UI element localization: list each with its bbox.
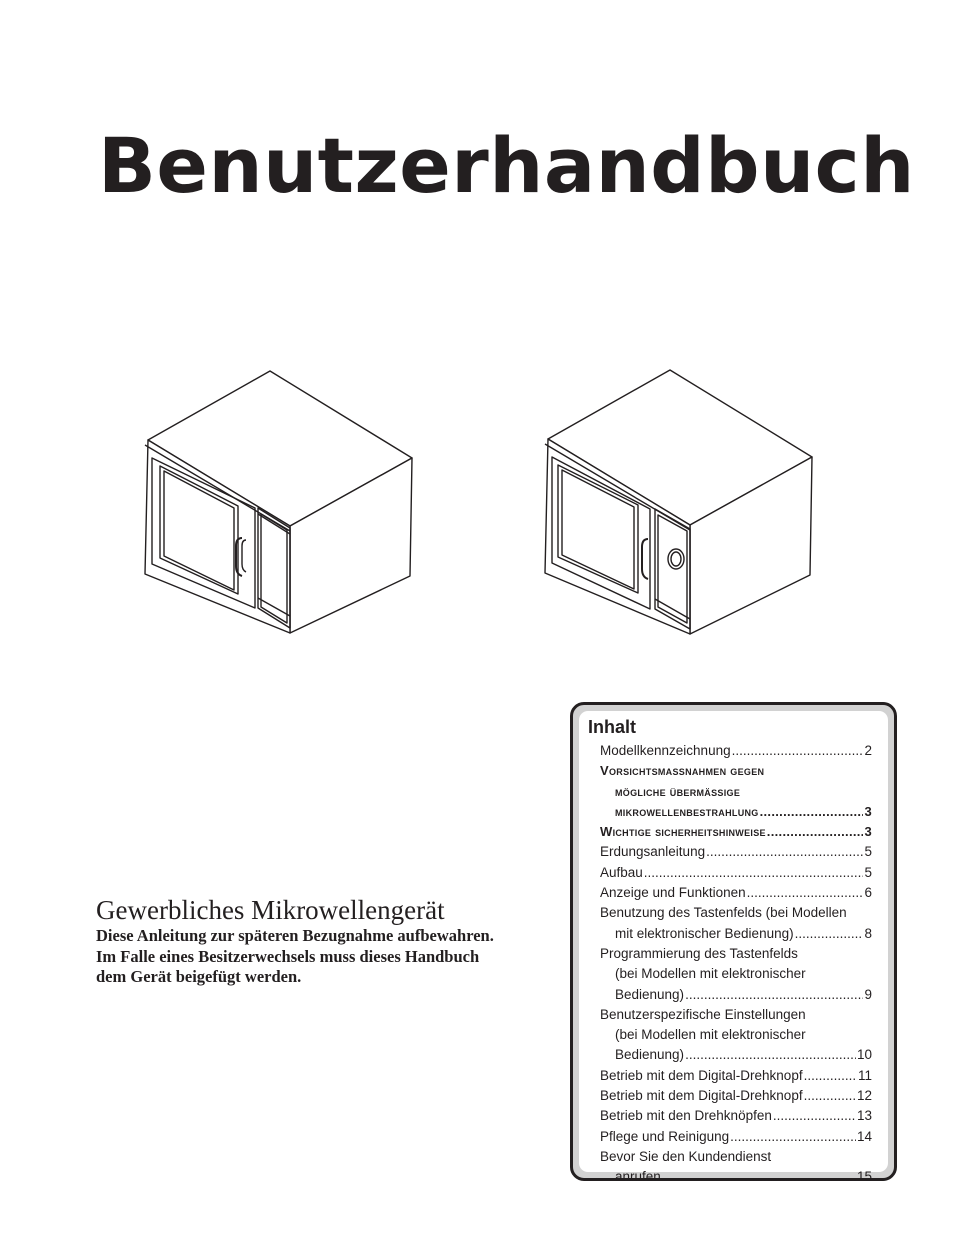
toc-entry[interactable]: Bedienung) ..... 9 bbox=[600, 987, 872, 1007]
toc-entry[interactable]: Erdungsanleitung ..... 5 bbox=[600, 844, 872, 864]
toc-entry[interactable]: mikrowellenbestrahlung ..... 3 bbox=[600, 804, 872, 824]
toc-entry[interactable]: Betrieb mit dem Digital-Drehknopf ..... 12 bbox=[600, 1088, 872, 1108]
toc-entry[interactable]: Betrieb mit dem Digital-Drehknopf ..... 11 bbox=[600, 1068, 872, 1088]
description-line: Diese Anleitung zur späteren Bezugnahme aufbewahren. bbox=[96, 926, 494, 945]
toc-entry[interactable]: Wichtige sicherheitshinweise ..... 3 bbox=[600, 824, 872, 844]
toc-entry[interactable]: Vorsichtsmassnahmen gegen bbox=[600, 763, 765, 779]
description-line: dem Gerät beigefügt werden. bbox=[96, 967, 302, 986]
toc-entry[interactable]: Anzeige und Funktionen ..... 6 bbox=[600, 885, 872, 905]
manual-title: Benutzerhandbuch bbox=[98, 121, 915, 210]
toc-entry[interactable]: Modellkennzeichnung ..... 2 bbox=[600, 743, 872, 763]
microwave-dial-illustration bbox=[540, 367, 825, 637]
product-title: Gewerbliches Mikrowellengerät bbox=[96, 895, 445, 925]
description-line: Im Falle eines Besitzerwechsels muss dieses Handbuch bbox=[96, 946, 480, 966]
toc-entry[interactable]: Pflege und Reinigung ..... 14 bbox=[600, 1129, 872, 1149]
toc-entry[interactable]: Programmierung des Tastenfelds bbox=[600, 945, 798, 961]
toc-entry[interactable]: Bedienung) ..... 10 bbox=[600, 1047, 872, 1067]
toc-entry[interactable]: mit elektronischer Bedienung) ..... 8 bbox=[600, 926, 872, 946]
toc-entry[interactable]: (bei Modellen mit elektronischer bbox=[615, 1027, 806, 1043]
microwave-keypad-illustration bbox=[140, 368, 420, 636]
toc-entry[interactable]: anrufen ..... 15 bbox=[600, 1169, 872, 1189]
toc-heading: Inhalt bbox=[588, 717, 636, 737]
table-of-contents bbox=[570, 702, 897, 1185]
toc-entry[interactable]: Benutzung des Tastenfelds (bei Modellen bbox=[600, 905, 847, 921]
toc-entry[interactable]: (bei Modellen mit elektronischer bbox=[615, 966, 806, 982]
manual-description bbox=[96, 926, 566, 988]
toc-entry[interactable]: mögliche übermässige bbox=[615, 783, 741, 799]
toc-entry[interactable]: Betrieb mit den Drehknöpfen ..... 13 bbox=[600, 1108, 872, 1128]
toc-entry[interactable]: Bevor Sie den Kundendienst bbox=[600, 1148, 772, 1164]
toc-entry[interactable]: Aufbau ..... 5 bbox=[600, 865, 872, 885]
toc-list bbox=[600, 743, 872, 1190]
toc-panel bbox=[579, 711, 888, 1185]
toc-entry[interactable]: Benutzerspezifische Einstellungen bbox=[600, 1006, 806, 1022]
